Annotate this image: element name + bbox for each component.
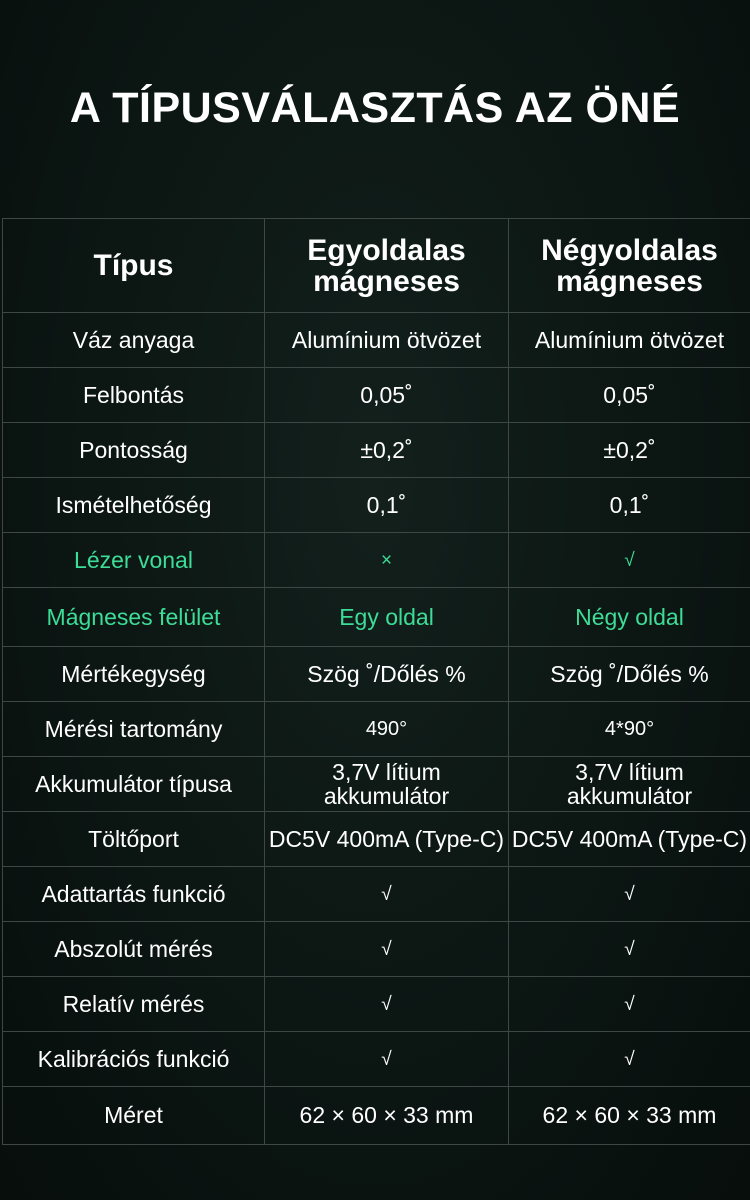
quad-value: 3,7V lítium akkumulátor bbox=[509, 757, 750, 812]
table-row-magnetic-surface bbox=[3, 588, 750, 647]
quad-value: Szög ˚/Dőlés % bbox=[509, 647, 750, 702]
table-row bbox=[3, 867, 750, 922]
table-row bbox=[3, 702, 750, 757]
row-label: Felbontás bbox=[3, 368, 265, 423]
row-label: Váz anyaga bbox=[3, 313, 265, 368]
page-title: A TÍPUSVÁLASZTÁS AZ ÖNÉ bbox=[69, 84, 681, 132]
row-label: Ismételhetőség bbox=[3, 478, 265, 533]
row-label: Akkumulátor típusa bbox=[3, 757, 265, 812]
table-header-row bbox=[3, 219, 750, 313]
check-mark: √ bbox=[265, 867, 509, 922]
table-row bbox=[3, 423, 750, 478]
single-value: ±0,2˚ bbox=[265, 423, 509, 478]
row-label: Mérési tartomány bbox=[3, 702, 265, 757]
row-label: Relatív mérés bbox=[3, 977, 265, 1032]
quad-value: Négy oldal bbox=[509, 588, 750, 647]
row-label: Adattartás funkció bbox=[3, 867, 265, 922]
table-row bbox=[3, 1087, 750, 1145]
check-mark: √ bbox=[265, 1032, 509, 1087]
single-value: 490° bbox=[265, 702, 509, 757]
row-label: Mágneses felület bbox=[3, 588, 265, 647]
single-value: 3,7V lítium akkumulátor bbox=[265, 757, 509, 812]
quad-value: 0,1˚ bbox=[509, 478, 750, 533]
check-mark: √ bbox=[509, 533, 750, 588]
quad-value: 0,05˚ bbox=[509, 368, 750, 423]
check-mark: √ bbox=[509, 922, 750, 977]
table-row bbox=[3, 313, 750, 368]
cross-mark: × bbox=[265, 533, 509, 588]
single-value: Alumínium ötvözet bbox=[265, 313, 509, 368]
header-type: Típus bbox=[3, 219, 265, 313]
table-row bbox=[3, 647, 750, 702]
table-row bbox=[3, 1032, 750, 1087]
comparison-table bbox=[2, 218, 750, 1145]
single-value: 0,1˚ bbox=[265, 478, 509, 533]
table-row bbox=[3, 922, 750, 977]
single-value: Szög ˚/Dőlés % bbox=[265, 647, 509, 702]
row-label: Lézer vonal bbox=[3, 533, 265, 588]
header-single-magnetic: Egyoldalas mágneses bbox=[265, 219, 509, 313]
quad-value: ±0,2˚ bbox=[509, 423, 750, 478]
row-label: Mértékegység bbox=[3, 647, 265, 702]
header-quad-magnetic: Négyoldalas mágneses bbox=[509, 219, 750, 313]
check-mark: √ bbox=[509, 1032, 750, 1087]
check-mark: √ bbox=[509, 867, 750, 922]
single-value: 0,05˚ bbox=[265, 368, 509, 423]
single-value: DC5V 400mA (Type-C) bbox=[265, 812, 509, 867]
table-row bbox=[3, 478, 750, 533]
check-mark: √ bbox=[509, 977, 750, 1032]
row-label: Kalibrációs funkció bbox=[3, 1032, 265, 1087]
table-row bbox=[3, 977, 750, 1032]
row-label: Töltőport bbox=[3, 812, 265, 867]
quad-value: Alumínium ötvözet bbox=[509, 313, 750, 368]
single-value: 62 × 60 × 33 mm bbox=[265, 1087, 509, 1145]
table-row-laser bbox=[3, 533, 750, 588]
row-label: Pontosság bbox=[3, 423, 265, 478]
row-label: Méret bbox=[3, 1087, 265, 1145]
row-label: Abszolút mérés bbox=[3, 922, 265, 977]
table-row bbox=[3, 812, 750, 867]
quad-value: 62 × 60 × 33 mm bbox=[509, 1087, 750, 1145]
single-value: Egy oldal bbox=[265, 588, 509, 647]
table-row bbox=[3, 368, 750, 423]
check-mark: √ bbox=[265, 922, 509, 977]
quad-value: 4*90° bbox=[509, 702, 750, 757]
quad-value: DC5V 400mA (Type-C) bbox=[509, 812, 750, 867]
table-row bbox=[3, 757, 750, 812]
check-mark: √ bbox=[265, 977, 509, 1032]
